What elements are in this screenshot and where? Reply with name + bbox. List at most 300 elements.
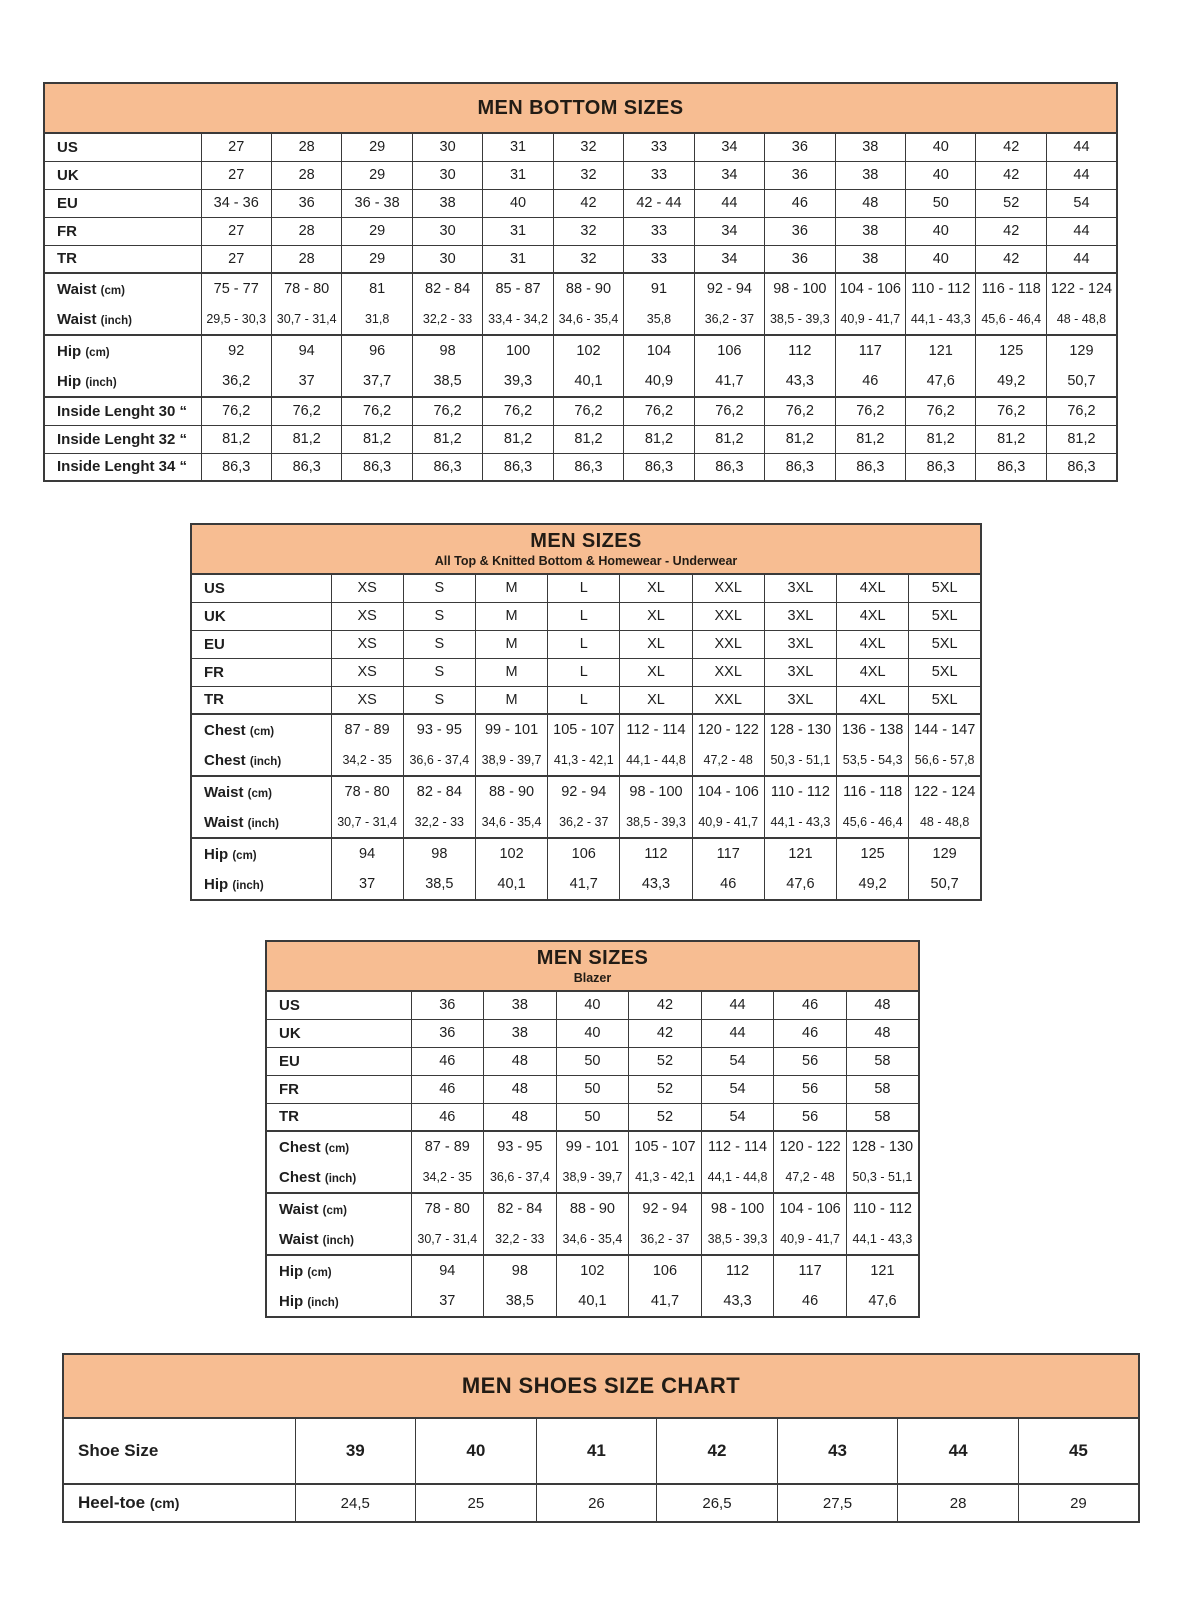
table-cell: 144 - 147	[909, 714, 981, 745]
row-label	[191, 807, 331, 838]
row-label-text: FR	[204, 663, 224, 681]
table-cell: 105 - 107	[629, 1131, 702, 1162]
table-cell: 5XL	[909, 686, 981, 714]
table-cell: 29	[1018, 1484, 1139, 1522]
row-label-text: Inside Lenght 32 “	[57, 430, 188, 448]
row-label-text: Hip	[279, 1292, 304, 1310]
row-label-unit: (cm)	[307, 1266, 332, 1279]
table-cell: 39	[295, 1418, 416, 1484]
table-cell: 76,2	[624, 397, 694, 425]
table-cell: 32,2 - 33	[412, 304, 482, 335]
row-label	[191, 838, 331, 869]
table-cell: 56	[774, 1075, 847, 1103]
table-cell: 104 - 106	[774, 1193, 847, 1224]
table-cell: 42 - 44	[624, 189, 694, 217]
table-cell: XS	[331, 686, 403, 714]
table-cell: 46	[835, 366, 905, 397]
table-title: MEN SIZES	[536, 947, 649, 969]
table-cell: 45,6 - 46,4	[837, 807, 909, 838]
table-cell: 112	[620, 838, 692, 869]
table-cell: 44	[701, 1019, 774, 1047]
men-sizes-tops-section	[190, 523, 982, 901]
table-cell: 30,7 - 31,4	[331, 807, 403, 838]
table-cell: 78 - 80	[331, 776, 403, 807]
men-sizes-tops-table	[190, 523, 982, 901]
row-label	[63, 1484, 295, 1522]
header-band-row	[191, 524, 981, 574]
table-cell: L	[548, 574, 620, 602]
table-cell: 120 - 122	[692, 714, 764, 745]
table-row	[191, 630, 981, 658]
table-cell: 37	[271, 366, 341, 397]
table-cell: 86,3	[906, 453, 976, 481]
table-cell: 32,2 - 33	[403, 807, 475, 838]
table-cell: 28	[271, 161, 341, 189]
table-cell: 116 - 118	[837, 776, 909, 807]
row-label-text: EU	[204, 635, 225, 653]
row-label-text: TR	[57, 250, 77, 268]
row-label-unit: (inch)	[307, 1296, 339, 1309]
table-cell: 81,2	[271, 425, 341, 453]
table-cell: 46	[774, 1286, 847, 1317]
table-cell: 41	[536, 1418, 657, 1484]
row-label	[266, 1162, 411, 1193]
table-cell: 5XL	[909, 658, 981, 686]
header-band	[266, 941, 919, 991]
row-label-text: FR	[279, 1080, 299, 1098]
table-cell: XS	[331, 574, 403, 602]
table-cell: 41,3 - 42,1	[548, 745, 620, 776]
row-label-text: EU	[279, 1052, 300, 1070]
table-cell: 78 - 80	[271, 273, 341, 304]
table-cell: 30,7 - 31,4	[411, 1224, 484, 1255]
table-cell: 87 - 89	[411, 1131, 484, 1162]
table-cell: 44	[1046, 217, 1117, 245]
table-cell: 110 - 112	[846, 1193, 919, 1224]
men-sizes-blazer-table	[265, 940, 920, 1318]
table-cell: 110 - 112	[906, 273, 976, 304]
table-cell: 3XL	[764, 658, 836, 686]
row-label	[266, 1286, 411, 1317]
row-label-unit: (inch)	[232, 879, 264, 892]
table-cell: 40,1	[553, 366, 623, 397]
table-cell: 48 - 48,8	[1046, 304, 1117, 335]
row-label	[44, 453, 201, 481]
table-cell: 3XL	[764, 686, 836, 714]
table-cell: 129	[1046, 335, 1117, 366]
table-cell: 88 - 90	[556, 1193, 629, 1224]
table-cell: 58	[846, 1075, 919, 1103]
table-cell: 104 - 106	[835, 273, 905, 304]
row-label-text: Waist	[57, 310, 97, 328]
table-cell: 82 - 84	[412, 273, 482, 304]
table-cell: 54	[1046, 189, 1117, 217]
table-cell: XL	[620, 686, 692, 714]
table-row	[266, 1224, 919, 1255]
table-cell: 48	[484, 1103, 557, 1131]
row-label-text: Waist	[204, 783, 244, 801]
table-cell: M	[475, 686, 547, 714]
table-cell: 28	[898, 1484, 1019, 1522]
table-cell: 31,8	[342, 304, 412, 335]
row-label-unit: (cm)	[85, 346, 110, 359]
table-row	[266, 1103, 919, 1131]
table-cell: 81,2	[412, 425, 482, 453]
row-label-text: TR	[279, 1108, 299, 1126]
table-cell: 76,2	[835, 397, 905, 425]
table-cell: 44	[1046, 133, 1117, 161]
table-cell: 32	[553, 161, 623, 189]
table-cell: 88 - 90	[553, 273, 623, 304]
table-cell: 41,7	[629, 1286, 702, 1317]
table-cell: 81,2	[342, 425, 412, 453]
row-label-unit: (cm)	[322, 1204, 347, 1217]
table-cell: 43,3	[701, 1286, 774, 1317]
table-cell: 36,6 - 37,4	[403, 745, 475, 776]
table-cell: 81,2	[835, 425, 905, 453]
table-cell: 76,2	[271, 397, 341, 425]
table-cell: 38,5	[412, 366, 482, 397]
table-cell: 46	[411, 1075, 484, 1103]
table-cell: 52	[976, 189, 1046, 217]
table-row	[266, 1193, 919, 1224]
table-cell: 85 - 87	[483, 273, 553, 304]
table-row	[44, 273, 1117, 304]
table-cell: XXL	[692, 686, 764, 714]
table-cell: XXL	[692, 658, 764, 686]
table-cell: 81,2	[765, 425, 835, 453]
table-cell: 104	[624, 335, 694, 366]
table-cell: 54	[701, 1075, 774, 1103]
table-cell: 106	[629, 1255, 702, 1286]
row-label-text: Chest	[204, 721, 246, 739]
row-label	[266, 1255, 411, 1286]
table-cell: 30	[412, 161, 482, 189]
table-cell: 36 - 38	[342, 189, 412, 217]
row-label-text: FR	[57, 222, 77, 240]
table-cell: 52	[629, 1103, 702, 1131]
row-label-text: Hip	[279, 1262, 304, 1280]
table-row	[191, 574, 981, 602]
men-shoes-size-chart-table	[62, 1353, 1140, 1523]
table-cell: 58	[846, 1047, 919, 1075]
table-cell: 40	[556, 991, 629, 1019]
header-band	[191, 524, 981, 574]
row-label-text: UK	[204, 607, 226, 625]
row-label	[44, 366, 201, 397]
table-cell: 43	[777, 1418, 898, 1484]
table-cell: 36	[765, 133, 835, 161]
table-cell: 75 - 77	[201, 273, 271, 304]
table-cell: 117	[692, 838, 764, 869]
table-cell: XXL	[692, 574, 764, 602]
row-label-unit: (inch)	[324, 1172, 357, 1185]
table-cell: 29	[342, 133, 412, 161]
table-cell: 120 - 122	[774, 1131, 847, 1162]
table-cell: 43,3	[620, 869, 692, 900]
table-cell: S	[403, 602, 475, 630]
table-cell: 42	[629, 1019, 702, 1047]
table-cell: 41,3 - 42,1	[629, 1162, 702, 1193]
table-cell: 42	[976, 245, 1046, 273]
table-cell: 40,1	[556, 1286, 629, 1317]
table-cell: 56,6 - 57,8	[909, 745, 981, 776]
table-cell: 104 - 106	[692, 776, 764, 807]
men-shoes-size-chart-section	[62, 1353, 1140, 1523]
table-cell: 98 - 100	[701, 1193, 774, 1224]
row-label-text: UK	[57, 166, 79, 184]
table-cell: 86,3	[483, 453, 553, 481]
table-cell: 110 - 112	[764, 776, 836, 807]
table-cell: 96	[342, 335, 412, 366]
table-cell: 40,1	[475, 869, 547, 900]
table-cell: 81,2	[906, 425, 976, 453]
table-row	[266, 1047, 919, 1075]
table-cell: XS	[331, 630, 403, 658]
table-cell: XL	[620, 658, 692, 686]
table-cell: 86,3	[342, 453, 412, 481]
table-row	[266, 1286, 919, 1317]
table-row	[44, 397, 1117, 425]
table-row	[266, 991, 919, 1019]
row-label-text: Waist	[57, 280, 97, 298]
table-cell: 92 - 94	[548, 776, 620, 807]
row-label-text: Waist	[279, 1230, 319, 1248]
table-cell: 50	[906, 189, 976, 217]
row-label	[191, 630, 331, 658]
table-cell: 102	[553, 335, 623, 366]
table-cell: 50,7	[1046, 366, 1117, 397]
men-bottom-sizes-section	[43, 82, 1118, 482]
table-cell: 76,2	[553, 397, 623, 425]
table-cell: 81,2	[624, 425, 694, 453]
table-cell: 46	[774, 991, 847, 1019]
table-cell: 40	[416, 1418, 537, 1484]
row-label-text: Inside Lenght 30 “	[57, 402, 188, 420]
table-cell: 27	[201, 133, 271, 161]
table-cell: 38	[835, 245, 905, 273]
table-cell: 117	[835, 335, 905, 366]
table-row	[191, 686, 981, 714]
table-row	[191, 745, 981, 776]
table-cell: 36	[765, 161, 835, 189]
row-label	[191, 714, 331, 745]
table-cell: 86,3	[201, 453, 271, 481]
table-row	[191, 776, 981, 807]
table-cell: 39,3	[483, 366, 553, 397]
table-cell: 86,3	[765, 453, 835, 481]
table-cell: 40,9 - 41,7	[774, 1224, 847, 1255]
table-cell: 40,9 - 41,7	[835, 304, 905, 335]
table-cell: S	[403, 686, 475, 714]
table-cell: 38,9 - 39,7	[556, 1162, 629, 1193]
table-cell: 92 - 94	[694, 273, 764, 304]
table-cell: 40	[906, 133, 976, 161]
table-cell: 34,6 - 35,4	[556, 1224, 629, 1255]
row-label	[44, 133, 201, 161]
table-cell: 38,5	[403, 869, 475, 900]
table-cell: 48	[846, 1019, 919, 1047]
table-cell: 28	[271, 217, 341, 245]
table-cell: 38	[835, 133, 905, 161]
table-row	[266, 1162, 919, 1193]
table-cell: 29,5 - 30,3	[201, 304, 271, 335]
table-cell: XL	[620, 602, 692, 630]
row-label-text: Hip	[204, 845, 229, 863]
row-label-unit: (cm)	[324, 1142, 350, 1155]
table-cell: 32	[553, 245, 623, 273]
table-cell: 112	[765, 335, 835, 366]
table-row	[191, 869, 981, 900]
table-cell: 27,5	[777, 1484, 898, 1522]
table-cell: 82 - 84	[403, 776, 475, 807]
table-cell: 38	[484, 1019, 557, 1047]
row-label	[44, 335, 201, 366]
table-cell: 86,3	[976, 453, 1046, 481]
table-cell: 32,2 - 33	[484, 1224, 557, 1255]
table-cell: 36	[271, 189, 341, 217]
table-title: MEN SHOES SIZE CHART	[461, 1373, 741, 1398]
table-cell: 44	[701, 991, 774, 1019]
table-row	[266, 1255, 919, 1286]
men-sizes-blazer-section	[265, 940, 920, 1318]
table-cell: XL	[620, 630, 692, 658]
table-cell: 112 - 114	[620, 714, 692, 745]
table-cell: 27	[201, 217, 271, 245]
table-cell: 50	[556, 1075, 629, 1103]
table-cell: L	[548, 686, 620, 714]
table-cell: 38,5 - 39,3	[765, 304, 835, 335]
row-label-text: TR	[204, 691, 224, 709]
row-label	[44, 425, 201, 453]
row-label	[44, 217, 201, 245]
table-cell: 46	[411, 1047, 484, 1075]
table-cell: 47,6	[846, 1286, 919, 1317]
table-cell: 29	[342, 161, 412, 189]
table-cell: 24,5	[295, 1484, 416, 1522]
table-cell: 53,5 - 54,3	[837, 745, 909, 776]
table-row	[266, 1019, 919, 1047]
table-cell: 36,2 - 37	[548, 807, 620, 838]
table-cell: 76,2	[342, 397, 412, 425]
table-cell: 136 - 138	[837, 714, 909, 745]
table-cell: 82 - 84	[484, 1193, 557, 1224]
table-cell: 40	[906, 161, 976, 189]
header-band	[63, 1354, 1139, 1418]
table-cell: XS	[331, 602, 403, 630]
table-cell: 54	[701, 1047, 774, 1075]
table-cell: 36,6 - 37,4	[484, 1162, 557, 1193]
table-cell: 47,6	[906, 366, 976, 397]
row-label-text: US	[279, 996, 300, 1014]
row-label	[44, 245, 201, 273]
table-row	[44, 189, 1117, 217]
row-label-text: Waist	[279, 1200, 319, 1218]
row-label-unit: (inch)	[322, 1234, 354, 1247]
table-row	[44, 453, 1117, 481]
table-cell: 100	[483, 335, 553, 366]
table-cell: 41,7	[548, 869, 620, 900]
table-cell: 128 - 130	[846, 1131, 919, 1162]
table-cell: 98	[403, 838, 475, 869]
table-cell: 4XL	[837, 686, 909, 714]
header-band-row	[63, 1354, 1139, 1418]
table-cell: 49,2	[837, 869, 909, 900]
table-cell: 99 - 101	[475, 714, 547, 745]
row-label-text: Chest	[279, 1168, 321, 1186]
table-row	[191, 714, 981, 745]
table-cell: 27	[201, 245, 271, 273]
table-cell: 37,7	[342, 366, 412, 397]
table-cell: 4XL	[837, 630, 909, 658]
table-cell: 122 - 124	[1046, 273, 1117, 304]
table-cell: 52	[629, 1047, 702, 1075]
table-cell: 86,3	[1046, 453, 1117, 481]
row-label-unit: (cm)	[232, 849, 257, 862]
row-label	[44, 161, 201, 189]
table-cell: L	[548, 630, 620, 658]
table-cell: 43,3	[765, 366, 835, 397]
table-cell: 38,9 - 39,7	[475, 745, 547, 776]
table-cell: XL	[620, 574, 692, 602]
table-cell: 50,3 - 51,1	[764, 745, 836, 776]
table-cell: 121	[846, 1255, 919, 1286]
table-cell: 106	[548, 838, 620, 869]
table-cell: 34 - 36	[201, 189, 271, 217]
table-cell: 125	[837, 838, 909, 869]
table-cell: 93 - 95	[403, 714, 475, 745]
table-cell: L	[548, 658, 620, 686]
row-label	[266, 1075, 411, 1103]
table-row	[44, 425, 1117, 453]
table-cell: 45,6 - 46,4	[976, 304, 1046, 335]
table-cell: 46	[692, 869, 764, 900]
table-cell: 88 - 90	[475, 776, 547, 807]
table-cell: 5XL	[909, 630, 981, 658]
table-row	[191, 602, 981, 630]
table-cell: 25	[416, 1484, 537, 1522]
table-cell: 76,2	[1046, 397, 1117, 425]
row-label-unit: (cm)	[149, 1495, 180, 1511]
table-cell: 30	[412, 245, 482, 273]
table-cell: 44,1 - 44,8	[620, 745, 692, 776]
table-cell: 42	[976, 133, 1046, 161]
table-cell: 42	[553, 189, 623, 217]
table-cell: 76,2	[412, 397, 482, 425]
table-cell: 38	[835, 217, 905, 245]
row-label-text: EU	[57, 194, 78, 212]
table-title: MEN SIZES	[530, 530, 642, 552]
table-cell: 92	[201, 335, 271, 366]
table-cell: 34	[694, 161, 764, 189]
table-cell: 45	[1018, 1418, 1139, 1484]
table-cell: S	[403, 630, 475, 658]
row-label-unit: (cm)	[247, 787, 272, 800]
table-cell: 87 - 89	[331, 714, 403, 745]
table-cell: 44,1 - 43,3	[846, 1224, 919, 1255]
table-row	[44, 133, 1117, 161]
table-cell: 117	[774, 1255, 847, 1286]
table-cell: 99 - 101	[556, 1131, 629, 1162]
row-label	[191, 658, 331, 686]
table-cell: 40,9 - 41,7	[692, 807, 764, 838]
table-cell: 36,2 - 37	[629, 1224, 702, 1255]
table-cell: 36,2	[201, 366, 271, 397]
table-cell: 48	[484, 1047, 557, 1075]
table-cell: 47,6	[764, 869, 836, 900]
table-cell: 27	[201, 161, 271, 189]
table-cell: 102	[475, 838, 547, 869]
